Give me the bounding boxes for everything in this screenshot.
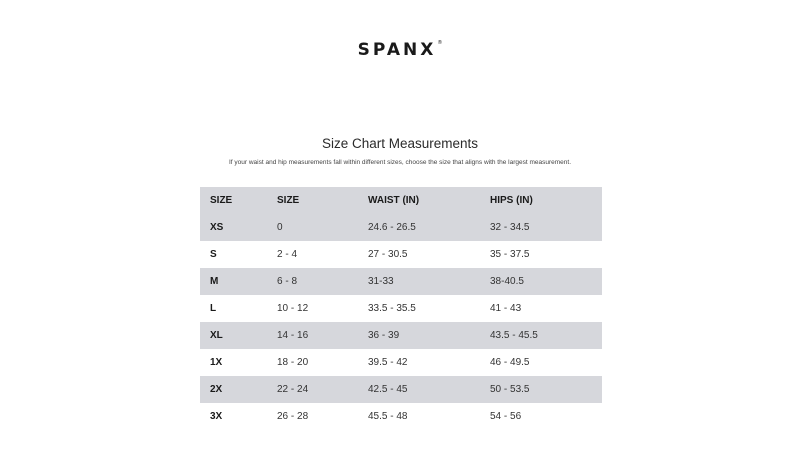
table-header-row — [200, 187, 602, 214]
cell-hips: 38-40.5 — [490, 268, 602, 295]
cell-size-number: 2 - 4 — [277, 241, 368, 268]
cell-size-number: 0 — [277, 214, 368, 241]
cell-size-label: M — [200, 268, 277, 295]
trademark-mark: ® — [437, 40, 443, 46]
cell-size-label: 1X — [200, 349, 277, 376]
header-hips: HIPS (IN) — [490, 187, 602, 214]
cell-waist: 24.6 - 26.5 — [368, 214, 490, 241]
table-row — [200, 349, 602, 376]
cell-hips: 54 - 56 — [490, 403, 602, 430]
cell-size-label: XS — [200, 214, 277, 241]
cell-waist: 42.5 - 45 — [368, 376, 490, 403]
cell-hips: 35 - 37.5 — [490, 241, 602, 268]
header-size-label: SIZE — [200, 187, 277, 214]
cell-size-number: 22 - 24 — [277, 376, 368, 403]
cell-hips: 41 - 43 — [490, 295, 602, 322]
table-row — [200, 295, 602, 322]
cell-size-number: 26 - 28 — [277, 403, 368, 430]
table-row — [200, 376, 602, 403]
table-row — [200, 322, 602, 349]
cell-waist: 27 - 30.5 — [368, 241, 490, 268]
cell-size-label: 2X — [200, 376, 277, 403]
cell-waist: 45.5 - 48 — [368, 403, 490, 430]
cell-hips: 46 - 49.5 — [490, 349, 602, 376]
cell-size-number: 10 - 12 — [277, 295, 368, 322]
size-chart-table — [200, 187, 602, 430]
table-row — [200, 268, 602, 295]
page-subtitle: If your waist and hip measurements fall within different sizes, choose the size that aligns with the largest measurement. — [228, 159, 572, 166]
cell-size-label: L — [200, 295, 277, 322]
table-row — [200, 403, 602, 430]
cell-size-label: XL — [200, 322, 277, 349]
cell-hips: 32 - 34.5 — [490, 214, 602, 241]
cell-size-number: 6 - 8 — [277, 268, 368, 295]
brand-logo-text: SPANX — [357, 40, 437, 60]
cell-hips: 50 - 53.5 — [490, 376, 602, 403]
cell-waist: 39.5 - 42 — [368, 349, 490, 376]
cell-waist: 33.5 - 35.5 — [368, 295, 490, 322]
cell-hips: 43.5 - 45.5 — [490, 322, 602, 349]
cell-waist: 31-33 — [368, 268, 490, 295]
cell-size-number: 18 - 20 — [277, 349, 368, 376]
cell-size-label: 3X — [200, 403, 277, 430]
table-row — [200, 241, 602, 268]
cell-size-label: S — [200, 241, 277, 268]
header-size-number: SIZE — [277, 187, 368, 214]
page-title: Size Chart Measurements — [321, 136, 479, 151]
brand-logo — [0, 40, 800, 60]
header-waist: WAIST (IN) — [368, 187, 490, 214]
cell-waist: 36 - 39 — [368, 322, 490, 349]
table-row — [200, 214, 602, 241]
cell-size-number: 14 - 16 — [277, 322, 368, 349]
